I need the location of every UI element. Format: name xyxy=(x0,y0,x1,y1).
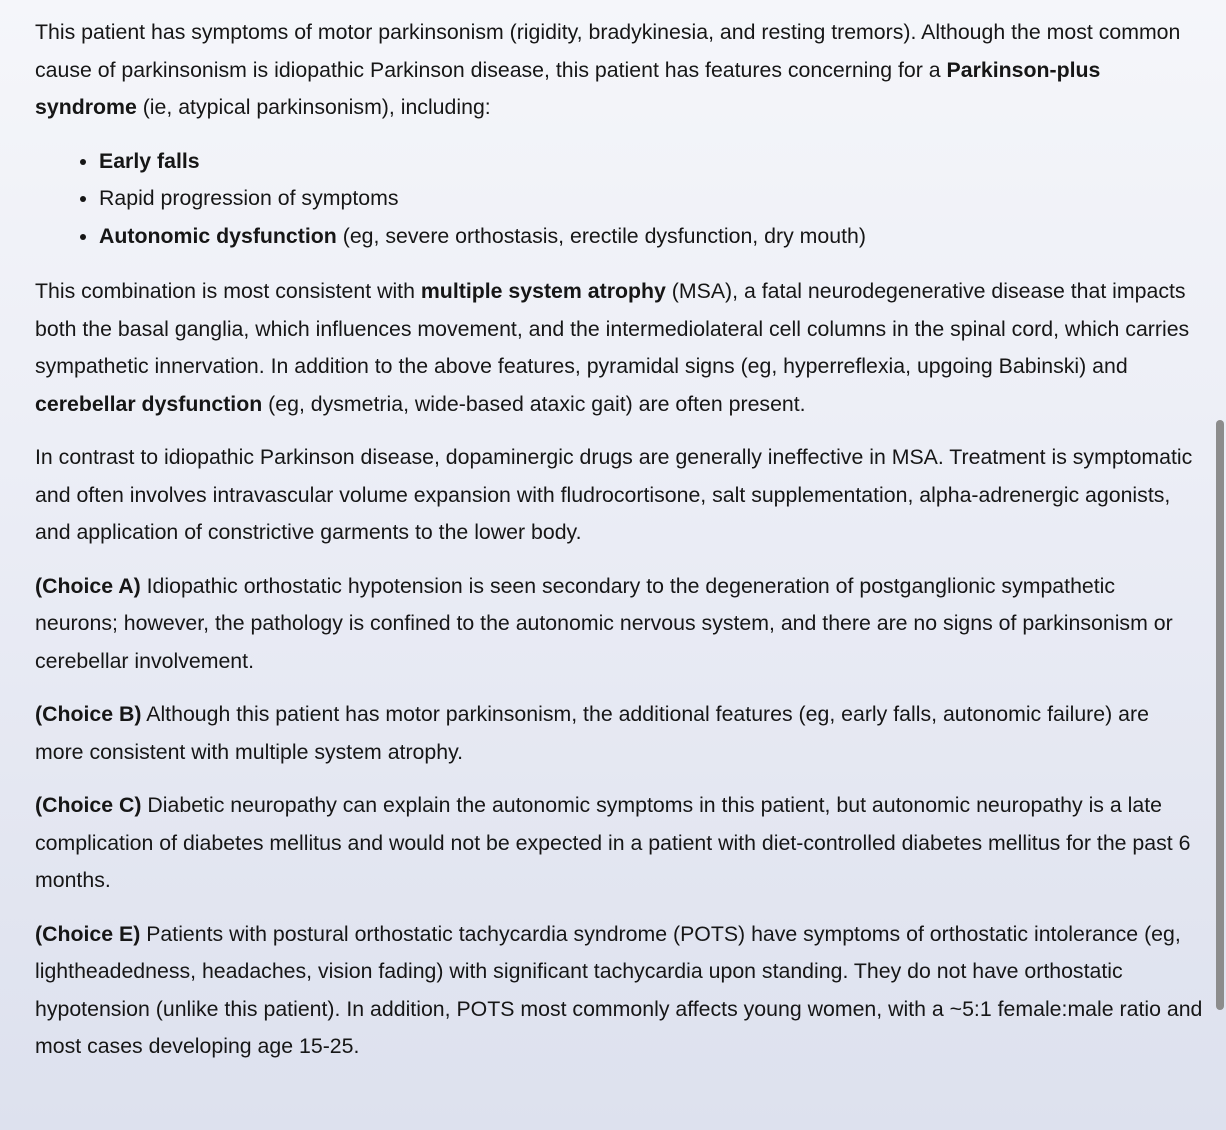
cerebellar-dysfunction-term: cerebellar dysfunction xyxy=(35,391,263,416)
choice-e-text: Patients with postural orthostatic tachycardia syndrome (POTS) have symptoms of orthostatic intolerance (eg, lightheadedness, headaches, vision fading) with significant tachycardia upon standing. They do not have orthostatic hypotension (unlike this patient). In addition, POTS most commonly affects young women, with a ~5:1 female:male ratio and most cases developing age 15-25. xyxy=(35,921,1203,1058)
choice-b-label: (Choice B) xyxy=(35,702,142,726)
list-item-bold: Autonomic dysfunction xyxy=(99,223,337,248)
msa-term: multiple system atrophy xyxy=(420,279,666,303)
choice-c-text: Diabetic neuropathy can explain the autonomic symptoms in this patient, but autonomic neuropathy is a late complication of diabetes mellitus and would not be expected in a patient with diet-controlled diabetes mellitus for the past 6 months. xyxy=(35,793,1191,892)
scrollbar[interactable] xyxy=(1212,0,1226,1130)
msa-text-3: (eg, dysmetria, wide-based ataxic gait) are often present. xyxy=(262,391,806,416)
choice-b-paragraph xyxy=(35,696,1203,771)
msa-text-1: This combination is most consistent with xyxy=(35,279,421,303)
intro-text-2: (ie, atypical parkinsonism), including: xyxy=(136,95,491,119)
choice-a-paragraph xyxy=(35,568,1203,681)
choice-e-label: (Choice E) xyxy=(35,921,141,946)
choice-c-label: (Choice C) xyxy=(35,793,142,817)
intro-paragraph xyxy=(35,14,1203,127)
msa-paragraph xyxy=(35,273,1203,423)
scrollbar-thumb[interactable] xyxy=(1216,420,1224,1010)
choice-b-text: Although this patient has motor parkinsonism, the additional features (eg, early falls, autonomic failure) are more consistent with multiple system atrophy. xyxy=(35,702,1149,764)
explanation-content xyxy=(35,14,1203,1082)
list-item-text: Rapid progression of symptoms xyxy=(99,186,399,210)
list-item-bold: Early falls xyxy=(99,148,200,173)
choice-e-paragraph xyxy=(35,916,1203,1066)
list-item-text: (eg, severe orthostasis, erectile dysfunction, dry mouth) xyxy=(336,223,866,248)
list-item-early-falls xyxy=(99,143,1203,181)
choice-c-paragraph xyxy=(35,787,1203,900)
intro-text-1: This patient has symptoms of motor parkinsonism (rigidity, bradykinesia, and resting tremors). Although the most common cause of parkinsonism is idiopathic Parkinson disease, this patient has features concerning for a xyxy=(35,20,1181,82)
list-item-rapid-progression xyxy=(99,180,1203,218)
features-list xyxy=(35,143,1203,256)
msa-text-2: (MSA), a fatal neurodegenerative disease that impacts both the basal ganglia, which influences movement, and the intermediolateral cell columns in the spinal cord, which carries sympathetic innervation. In addition to the above features, pyramidal signs (eg, hyperreflexia, upgoing Babinski) and xyxy=(35,279,1190,378)
treatment-paragraph: In contrast to idiopathic Parkinson disease, dopaminergic drugs are generally ineffective in MSA. Treatment is symptomatic and often involves intravascular volume expansion with fludrocortisone, salt supplementation, alpha-adrenergic agonists, and application of constrictive garments to the lower body. xyxy=(35,445,1193,544)
parkinson-plus-term: Parkinson-plus syndrome xyxy=(35,57,1101,119)
choice-a-text: Idiopathic orthostatic hypotension is seen secondary to the degeneration of postganglionic sympathetic neurons; however, the pathology is confined to the autonomic nervous system, and there are no signs of parkinsonism or cerebellar involvement. xyxy=(35,573,1173,673)
choice-a-label: (Choice A) xyxy=(35,573,141,598)
list-item-autonomic-dysfunction xyxy=(99,218,1203,256)
